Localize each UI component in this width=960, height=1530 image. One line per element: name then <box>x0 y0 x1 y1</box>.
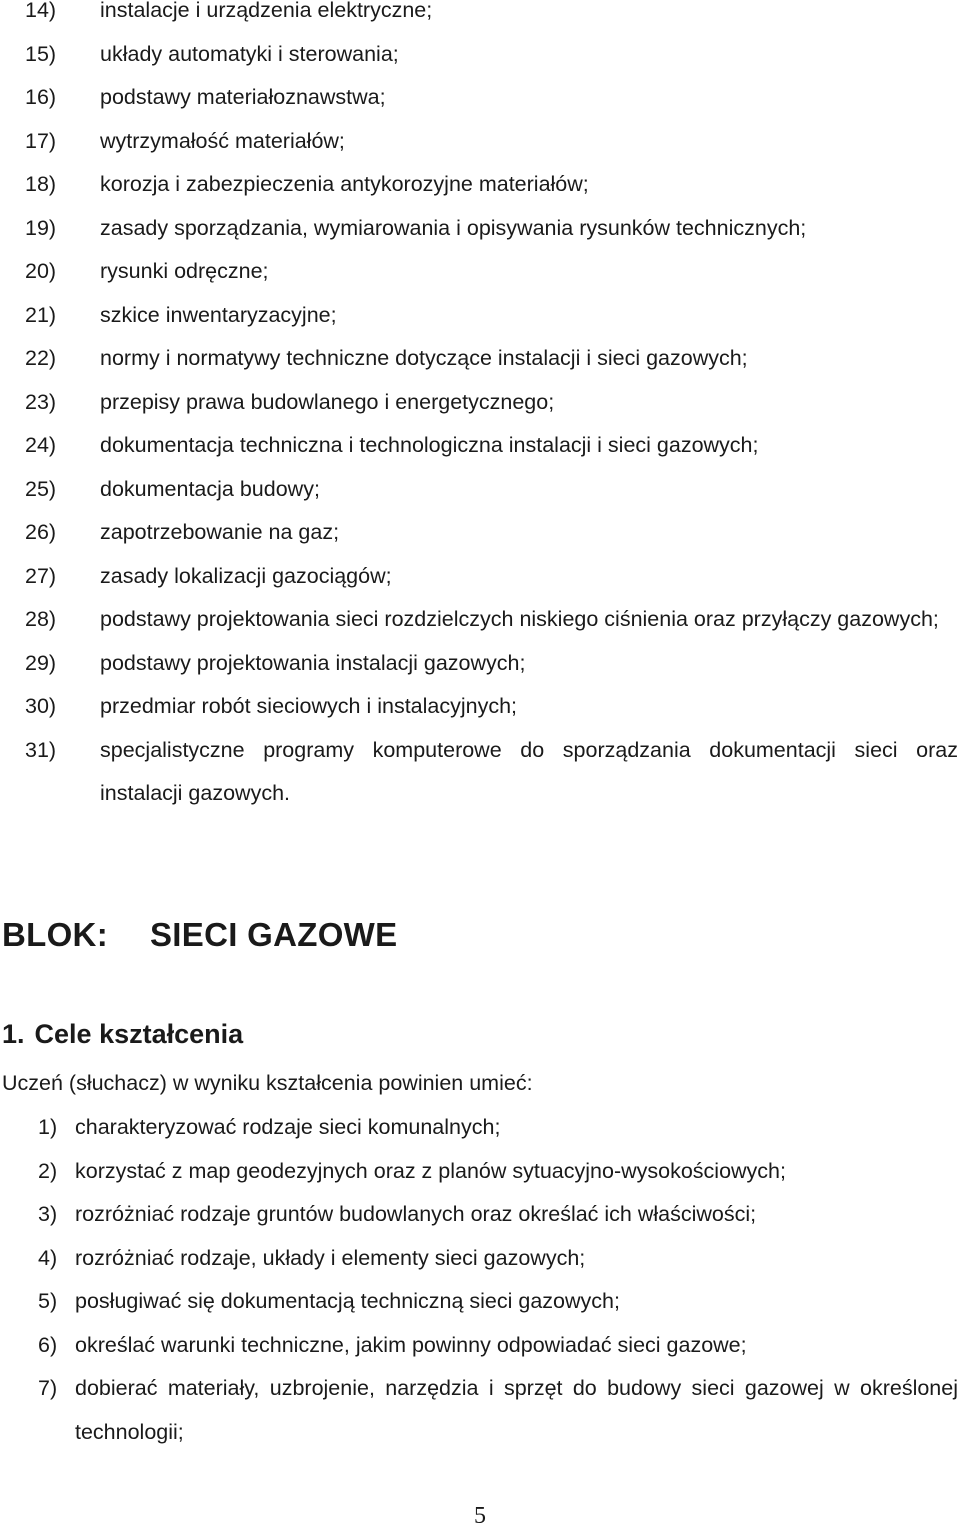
list-item <box>38 1193 960 1237</box>
list-item-text: układy automatyki i sterowania; <box>100 41 399 66</box>
block-heading <box>2 913 398 957</box>
list-item-text: rozróżniać rodzaje gruntów budowlanych oraz określać ich właściwości; <box>75 1202 757 1226</box>
list-item <box>25 424 960 468</box>
list-item-number: 19) <box>25 215 57 240</box>
list-item-text: korzystać z map geodezyjnych oraz z planów sytuacyjno-wysokościowych; <box>75 1158 786 1183</box>
list-item-number: 28) <box>25 607 57 631</box>
block-name: SIECI GAZOWE <box>150 916 398 953</box>
list-item <box>25 294 960 338</box>
list-item <box>25 685 960 729</box>
page-number: 5 <box>474 1503 486 1529</box>
list-item-text: dokumentacja techniczna i technologiczna instalacji i sieci gazowych; <box>100 433 759 457</box>
list-item-text: wytrzymałość materiałów; <box>100 128 345 153</box>
list-item-number: 2) <box>38 1158 58 1183</box>
list-item-text: dobierać materiały, uzbrojenie, narzędzia i sprzęt do budowy sieci gazowej w określonej technologii; <box>75 1376 958 1444</box>
list-item-text: korozja i zabezpieczenia antykorozyjne materiałów; <box>100 172 589 196</box>
section-number: 1. <box>2 1019 25 1049</box>
list-item-text: podstawy materiałoznawstwa; <box>100 85 386 109</box>
list-item-text: specjalistyczne programy komputerowe do sporządzania dokumentacji sieci oraz instalacji gazowych. <box>100 737 958 805</box>
intro-paragraph: Uczeń (słuchacz) w wyniku kształcenia powinien umieć: <box>2 1071 533 1095</box>
list-item-text: charakteryzować rodzaje sieci komunalnych; <box>75 1115 501 1139</box>
list-item <box>25 468 960 512</box>
section-title: Cele kształcenia <box>34 1019 244 1049</box>
section-heading <box>2 1014 243 1054</box>
list-item-number: 27) <box>25 563 57 588</box>
list-item <box>25 337 960 381</box>
list-item-number: 26) <box>25 520 57 544</box>
list-item-text: normy i normatywy techniczne dotyczące instalacji i sieci gazowych; <box>100 346 748 370</box>
list-item <box>38 1106 960 1150</box>
list-item <box>25 120 960 164</box>
list-item <box>25 642 960 686</box>
list-item-number: 16) <box>25 85 57 109</box>
list-item-text: dokumentacja budowy; <box>100 476 320 501</box>
list-item-number: 14) <box>25 0 57 22</box>
block-label: BLOK: <box>2 916 108 953</box>
list-item-number: 23) <box>25 389 57 414</box>
list-item-text: zapotrzebowanie na gaz; <box>100 520 340 544</box>
list-item <box>25 250 960 294</box>
list-item-text: podstawy projektowania sieci rozdzielczych niskiego ciśnienia oraz przyłączy gazowych; <box>100 607 939 631</box>
list-item-number: 6) <box>38 1332 58 1357</box>
list-item-text: przepisy prawa budowlanego i energetycznego; <box>100 389 555 414</box>
list-item <box>25 555 960 599</box>
list-item <box>25 163 960 207</box>
content-list <box>25 0 960 816</box>
list-item <box>38 1280 960 1324</box>
list-item-number: 17) <box>25 128 57 153</box>
list-item <box>25 0 960 33</box>
list-item-number: 20) <box>25 259 57 283</box>
list-item-number: 29) <box>25 650 57 675</box>
list-item <box>25 76 960 120</box>
list-item-text: podstawy projektowania instalacji gazowych; <box>100 650 526 675</box>
list-item <box>25 33 960 77</box>
list-item-number: 7) <box>38 1376 58 1400</box>
list-item-number: 25) <box>25 476 57 501</box>
list-item-text: instalacje i urządzenia elektryczne; <box>100 0 433 22</box>
list-item-number: 3) <box>38 1202 58 1226</box>
list-item-text: zasady lokalizacji gazociągów; <box>100 563 392 588</box>
list-item-text: szkice inwentaryzacyjne; <box>100 302 337 327</box>
list-item-number: 1) <box>38 1115 58 1139</box>
list-item <box>25 511 960 555</box>
list-item <box>25 381 960 425</box>
list-item <box>25 598 960 642</box>
list-item <box>25 207 960 251</box>
list-item-text: rozróżniać rodzaje, układy i elementy sieci gazowych; <box>75 1245 586 1270</box>
list-item-text: określać warunki techniczne, jakim powinny odpowiadać sieci gazowe; <box>75 1332 747 1357</box>
goals-list <box>38 1106 960 1454</box>
list-item-number: 22) <box>25 346 57 370</box>
list-item-number: 4) <box>38 1245 58 1270</box>
list-item <box>38 1324 960 1368</box>
list-item <box>38 1237 960 1281</box>
list-item-text: przedmiar robót sieciowych i instalacyjnych; <box>100 694 518 718</box>
list-item-text: posługiwać się dokumentacją techniczną sieci gazowych; <box>75 1289 620 1313</box>
list-item-text: zasady sporządzania, wymiarowania i opisywania rysunków technicznych; <box>100 215 807 240</box>
list-item-number: 21) <box>25 302 57 327</box>
list-item-number: 30) <box>25 694 57 718</box>
list-item-number: 15) <box>25 41 57 66</box>
list-item <box>38 1150 960 1194</box>
list-item-text: rysunki odręczne; <box>100 259 269 283</box>
list-item-number: 31) <box>25 737 57 762</box>
list-item <box>25 729 960 816</box>
list-item-number: 24) <box>25 433 57 457</box>
list-item <box>38 1367 960 1454</box>
list-item-number: 5) <box>38 1289 58 1313</box>
list-item-number: 18) <box>25 172 57 196</box>
